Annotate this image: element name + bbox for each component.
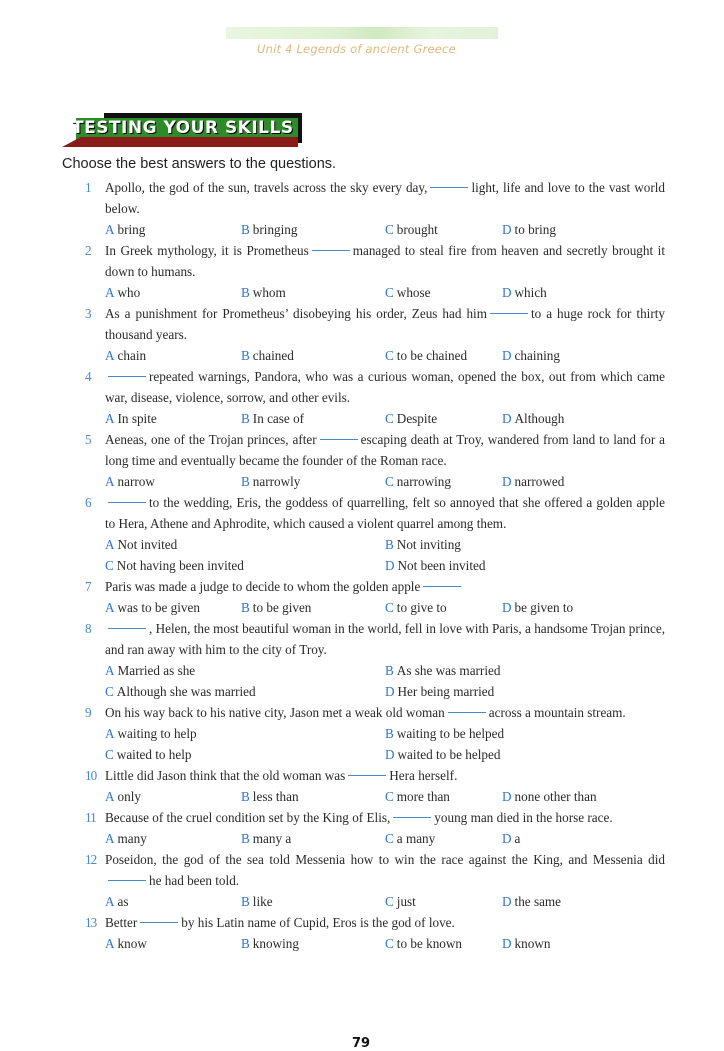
question-item bbox=[85, 429, 665, 492]
option-text: many a bbox=[252, 831, 292, 846]
question-stem bbox=[85, 303, 665, 345]
question-number: 11 bbox=[85, 810, 96, 825]
option-letter: B bbox=[241, 831, 250, 846]
answer-option[interactable] bbox=[502, 282, 547, 303]
question-list bbox=[85, 177, 665, 954]
answer-option[interactable] bbox=[105, 723, 385, 744]
question-text-after: Hera herself. bbox=[389, 768, 458, 783]
option-letter: A bbox=[105, 411, 115, 426]
question-text-after: by his Latin name of Cupid, Eros is the god of love. bbox=[181, 915, 455, 930]
option-letter: A bbox=[105, 285, 115, 300]
answer-option[interactable] bbox=[502, 345, 560, 366]
answer-blank bbox=[430, 187, 468, 188]
option-text: to give to bbox=[396, 600, 447, 615]
answer-option[interactable] bbox=[105, 744, 385, 765]
question-item bbox=[85, 240, 665, 303]
option-text: Her being married bbox=[397, 684, 495, 699]
option-text: was to be given bbox=[117, 600, 200, 615]
question-stem bbox=[85, 240, 665, 282]
option-letter: C bbox=[105, 747, 114, 762]
option-text: Not been invited bbox=[397, 558, 486, 573]
option-text: narrowly bbox=[252, 474, 301, 489]
option-row bbox=[85, 597, 665, 618]
question-number: 12 bbox=[85, 852, 97, 867]
answer-blank bbox=[108, 880, 146, 881]
option-letter: A bbox=[105, 663, 115, 678]
answer-option[interactable] bbox=[105, 534, 385, 555]
question-text-before: Apollo, the god of the sun, travels across the sky every day, bbox=[105, 180, 428, 195]
answer-blank bbox=[393, 817, 431, 818]
question-stem bbox=[85, 576, 665, 597]
question-stem bbox=[85, 492, 665, 534]
answer-blank bbox=[108, 376, 146, 377]
option-letter: A bbox=[105, 789, 115, 804]
question-item bbox=[85, 765, 665, 807]
option-text: chained bbox=[252, 348, 294, 363]
question-text-before: Because of the cruel condition set by the King of Elis, bbox=[105, 810, 391, 825]
option-letter: A bbox=[105, 222, 115, 237]
question-text-after: escaping death at Troy, wandered from land to land for a long time and eventually became the founder of the Roman race. bbox=[105, 432, 665, 468]
option-letter: D bbox=[502, 600, 512, 615]
answer-blank bbox=[312, 250, 350, 251]
answer-option[interactable] bbox=[105, 681, 385, 702]
option-letter: C bbox=[385, 474, 394, 489]
option-text: In spite bbox=[117, 411, 157, 426]
option-text: like bbox=[252, 894, 273, 909]
option-letter: C bbox=[385, 348, 394, 363]
option-letter: B bbox=[241, 348, 250, 363]
answer-blank bbox=[108, 628, 146, 629]
answer-option[interactable] bbox=[105, 660, 385, 681]
option-text: a bbox=[514, 831, 521, 846]
option-text: which bbox=[514, 285, 547, 300]
option-letter: D bbox=[385, 558, 395, 573]
option-text: to be known bbox=[396, 936, 462, 951]
question-number: 8 bbox=[85, 621, 92, 636]
answer-option[interactable] bbox=[385, 597, 502, 618]
answer-option[interactable] bbox=[105, 408, 241, 429]
question-text bbox=[105, 177, 665, 219]
question-text-before: Poseidon, the god of the sea told Messenia how to win the race against the King, and Messenia did bbox=[105, 852, 665, 867]
option-letter: D bbox=[502, 894, 512, 909]
option-text: chain bbox=[117, 348, 147, 363]
question-stem bbox=[85, 702, 665, 723]
question-item bbox=[85, 366, 665, 429]
page-number: 79 bbox=[352, 1036, 371, 1051]
answer-option[interactable] bbox=[385, 828, 502, 849]
option-text: Although bbox=[514, 411, 565, 426]
option-text: to be given bbox=[252, 600, 312, 615]
question-number: 7 bbox=[85, 579, 92, 594]
option-text: waiting to help bbox=[117, 726, 197, 741]
option-text: Not having been invited bbox=[116, 558, 244, 573]
question-text-after: repeated warnings, Pandora, who was a curious woman, opened the box, out from which came war, disease, violence, sorrow, and other evils. bbox=[105, 369, 665, 405]
instructions: Choose the best answers to the questions. bbox=[62, 156, 337, 172]
question-text-after: young man died in the horse race. bbox=[434, 810, 613, 825]
question-stem bbox=[85, 429, 665, 471]
question-text bbox=[105, 429, 665, 471]
option-row bbox=[85, 681, 665, 702]
answer-option[interactable] bbox=[385, 660, 665, 681]
question-number: 5 bbox=[85, 432, 92, 447]
answer-option[interactable] bbox=[502, 933, 550, 954]
option-letter: D bbox=[385, 684, 395, 699]
option-text: brought bbox=[396, 222, 438, 237]
answer-option[interactable] bbox=[241, 891, 385, 912]
question-text bbox=[105, 240, 665, 282]
question-text-after: light, life and love to the vast world below. bbox=[105, 180, 665, 216]
option-text: more than bbox=[396, 789, 450, 804]
answer-option[interactable] bbox=[105, 282, 241, 303]
answer-option[interactable] bbox=[502, 891, 561, 912]
option-text: waited to help bbox=[116, 747, 192, 762]
question-item bbox=[85, 492, 665, 576]
option-letter: D bbox=[502, 348, 512, 363]
question-number: 1 bbox=[85, 180, 92, 195]
answer-option[interactable] bbox=[105, 933, 241, 954]
question-text-after: , Helen, the most beautiful woman in the world, fell in love with Paris, a handsome Trojan prince, and ran away with him to the city of Troy. bbox=[105, 621, 665, 657]
answer-option[interactable] bbox=[241, 471, 385, 492]
question-stem bbox=[85, 807, 665, 828]
question-text-before: On his way back to his native city, Jason met a weak old woman bbox=[105, 705, 445, 720]
option-letter: B bbox=[241, 411, 250, 426]
option-letter: C bbox=[385, 222, 394, 237]
option-letter: D bbox=[502, 411, 512, 426]
answer-option[interactable] bbox=[241, 345, 385, 366]
option-text: As she was married bbox=[396, 663, 501, 678]
answer-blank bbox=[348, 775, 386, 776]
option-text: waited to be helped bbox=[397, 747, 501, 762]
option-text: to be chained bbox=[396, 348, 468, 363]
option-text: bring bbox=[117, 222, 146, 237]
question-number: 2 bbox=[85, 243, 92, 258]
option-row bbox=[85, 282, 665, 303]
question-item bbox=[85, 177, 665, 240]
question-number: 6 bbox=[85, 495, 92, 510]
option-text: waiting to be helped bbox=[396, 726, 505, 741]
option-row bbox=[85, 933, 665, 954]
option-text: knowing bbox=[252, 936, 299, 951]
option-text: narrowed bbox=[514, 474, 565, 489]
question-text-after: to a huge rock for thirty thousand years. bbox=[105, 306, 665, 342]
option-row bbox=[85, 723, 665, 744]
answer-option[interactable] bbox=[502, 471, 564, 492]
question-text bbox=[105, 618, 665, 660]
answer-blank bbox=[423, 586, 461, 587]
option-text: know bbox=[117, 936, 147, 951]
option-letter: A bbox=[105, 936, 115, 951]
answer-option[interactable] bbox=[105, 786, 241, 807]
option-text: be given to bbox=[514, 600, 574, 615]
answer-option[interactable] bbox=[385, 744, 665, 765]
question-text bbox=[105, 849, 665, 891]
option-letter: D bbox=[502, 789, 512, 804]
question-text bbox=[105, 366, 665, 408]
answer-option[interactable] bbox=[105, 891, 241, 912]
question-text bbox=[105, 303, 665, 345]
answer-option[interactable] bbox=[105, 555, 385, 576]
option-letter: B bbox=[241, 474, 250, 489]
answer-option[interactable] bbox=[385, 891, 502, 912]
answer-option[interactable] bbox=[502, 219, 556, 240]
question-text-after: across a mountain stream. bbox=[488, 705, 626, 720]
question-number: 4 bbox=[85, 369, 92, 384]
option-letter: A bbox=[105, 348, 115, 363]
question-stem bbox=[85, 912, 665, 933]
question-item bbox=[85, 807, 665, 849]
option-text: none other than bbox=[514, 789, 597, 804]
question-text bbox=[105, 912, 665, 933]
option-letter: C bbox=[105, 558, 114, 573]
option-text: just bbox=[396, 894, 416, 909]
answer-option[interactable] bbox=[502, 408, 564, 429]
option-text: to bring bbox=[514, 222, 556, 237]
question-item bbox=[85, 849, 665, 912]
option-letter: A bbox=[105, 726, 115, 741]
option-letter: C bbox=[385, 936, 394, 951]
option-letter: A bbox=[105, 600, 115, 615]
answer-blank bbox=[320, 439, 358, 440]
question-text-before: Little did Jason think that the old woman was bbox=[105, 768, 346, 783]
option-letter: A bbox=[105, 894, 115, 909]
option-row bbox=[85, 534, 665, 555]
answer-option[interactable] bbox=[105, 471, 241, 492]
question-text-before: In Greek mythology, it is Prometheus bbox=[105, 243, 309, 258]
answer-option[interactable] bbox=[385, 723, 665, 744]
option-text: Married as she bbox=[117, 663, 196, 678]
question-text-before: Aeneas, one of the Trojan princes, after bbox=[105, 432, 317, 447]
answer-option[interactable] bbox=[105, 345, 241, 366]
question-number: 13 bbox=[85, 915, 97, 930]
question-item bbox=[85, 576, 665, 618]
option-text: In case of bbox=[252, 411, 305, 426]
option-letter: A bbox=[105, 474, 115, 489]
option-text: Despite bbox=[396, 411, 438, 426]
option-row bbox=[85, 219, 665, 240]
question-text bbox=[105, 702, 665, 723]
answer-option[interactable] bbox=[385, 933, 502, 954]
answer-blank bbox=[108, 502, 146, 503]
option-text: a many bbox=[396, 831, 436, 846]
option-letter: B bbox=[385, 726, 394, 741]
option-letter: D bbox=[502, 222, 512, 237]
option-text: Although she was married bbox=[116, 684, 256, 699]
question-stem bbox=[85, 618, 665, 660]
option-row bbox=[85, 408, 665, 429]
question-text-after: he had been told. bbox=[149, 873, 240, 888]
option-text: whom bbox=[252, 285, 286, 300]
option-text: many bbox=[117, 831, 147, 846]
option-letter: C bbox=[385, 600, 394, 615]
option-row bbox=[85, 660, 665, 681]
option-letter: D bbox=[385, 747, 395, 762]
option-row bbox=[85, 891, 665, 912]
answer-option[interactable] bbox=[385, 555, 665, 576]
option-letter: C bbox=[385, 894, 394, 909]
answer-option[interactable] bbox=[241, 597, 385, 618]
option-letter: B bbox=[241, 894, 250, 909]
answer-option[interactable] bbox=[385, 534, 665, 555]
answer-option[interactable] bbox=[105, 828, 241, 849]
option-text: the same bbox=[514, 894, 562, 909]
question-number: 10 bbox=[85, 768, 97, 783]
option-letter: A bbox=[105, 537, 115, 552]
option-letter: C bbox=[105, 684, 114, 699]
option-letter: C bbox=[385, 411, 394, 426]
answer-option[interactable] bbox=[502, 597, 573, 618]
option-text: narrow bbox=[117, 474, 155, 489]
answer-blank bbox=[448, 712, 486, 713]
option-text: known bbox=[514, 936, 551, 951]
option-letter: B bbox=[241, 789, 250, 804]
answer-option[interactable] bbox=[385, 345, 502, 366]
option-text: bringing bbox=[252, 222, 298, 237]
option-row bbox=[85, 786, 665, 807]
option-text: only bbox=[117, 789, 141, 804]
answer-option[interactable] bbox=[502, 786, 597, 807]
option-text: less than bbox=[252, 789, 299, 804]
answer-option[interactable] bbox=[385, 786, 502, 807]
question-text bbox=[105, 765, 665, 786]
option-text: narrowing bbox=[396, 474, 451, 489]
option-text: chaining bbox=[514, 348, 560, 363]
option-letter: C bbox=[385, 789, 394, 804]
option-letter: B bbox=[241, 285, 250, 300]
question-item bbox=[85, 303, 665, 366]
question-item bbox=[85, 702, 665, 765]
option-letter: B bbox=[241, 600, 250, 615]
option-letter: D bbox=[502, 831, 512, 846]
question-text-before: As a punishment for Prometheus’ disobeying his order, Zeus had him bbox=[105, 306, 487, 321]
option-letter: B bbox=[385, 663, 394, 678]
answer-option[interactable] bbox=[241, 219, 385, 240]
question-text bbox=[105, 576, 665, 597]
question-text-after: managed to steal fire from heaven and secretly brought it down to humans. bbox=[105, 243, 665, 279]
option-letter: D bbox=[502, 936, 512, 951]
option-row bbox=[85, 744, 665, 765]
option-text: Not invited bbox=[117, 537, 178, 552]
answer-option[interactable] bbox=[241, 282, 385, 303]
option-letter: C bbox=[385, 285, 394, 300]
unit-title: Unit 4 Legends of ancient Greece bbox=[257, 42, 456, 56]
header-decoration bbox=[226, 27, 498, 39]
answer-option[interactable] bbox=[385, 471, 502, 492]
question-text-before: Paris was made a judge to decide to whom the golden apple bbox=[105, 579, 421, 594]
answer-option[interactable] bbox=[105, 597, 241, 618]
option-letter: D bbox=[502, 474, 512, 489]
question-text-before: Better bbox=[105, 915, 138, 930]
question-number: 3 bbox=[85, 306, 92, 321]
option-letter: B bbox=[241, 936, 250, 951]
question-stem bbox=[85, 366, 665, 408]
answer-option[interactable] bbox=[241, 933, 385, 954]
answer-option[interactable] bbox=[241, 786, 385, 807]
option-row bbox=[85, 471, 665, 492]
option-row bbox=[85, 345, 665, 366]
answer-option[interactable] bbox=[241, 408, 385, 429]
banner-label: TESTING YOUR SKILLS bbox=[72, 118, 294, 138]
answer-blank bbox=[140, 922, 178, 923]
question-item bbox=[85, 912, 665, 954]
option-letter: D bbox=[502, 285, 512, 300]
answer-option[interactable] bbox=[385, 408, 502, 429]
question-text bbox=[105, 807, 665, 828]
answer-option[interactable] bbox=[385, 282, 502, 303]
answer-option[interactable] bbox=[105, 219, 241, 240]
question-stem bbox=[85, 849, 665, 891]
question-stem bbox=[85, 177, 665, 219]
option-letter: C bbox=[385, 831, 394, 846]
option-text: whose bbox=[396, 285, 431, 300]
section-banner bbox=[62, 113, 302, 149]
question-stem bbox=[85, 765, 665, 786]
question-number: 9 bbox=[85, 705, 92, 720]
banner-red-bar bbox=[62, 137, 298, 147]
option-row bbox=[85, 555, 665, 576]
question-item bbox=[85, 618, 665, 702]
option-letter: B bbox=[385, 537, 394, 552]
answer-option[interactable] bbox=[385, 219, 502, 240]
option-letter: A bbox=[105, 831, 115, 846]
answer-option[interactable] bbox=[385, 681, 665, 702]
option-text: Not inviting bbox=[396, 537, 461, 552]
option-text: as bbox=[117, 894, 129, 909]
question-text bbox=[105, 492, 665, 534]
question-text-after: to the wedding, Eris, the goddess of quarrelling, felt so annoyed that she offered a golden apple to Hera, Athene and Aphrodite, which caused a violent quarrel among them. bbox=[105, 495, 665, 531]
answer-option[interactable] bbox=[241, 828, 385, 849]
option-letter: B bbox=[241, 222, 250, 237]
answer-blank bbox=[490, 313, 528, 314]
answer-option[interactable] bbox=[502, 828, 520, 849]
option-text: who bbox=[117, 285, 141, 300]
option-row bbox=[85, 828, 665, 849]
